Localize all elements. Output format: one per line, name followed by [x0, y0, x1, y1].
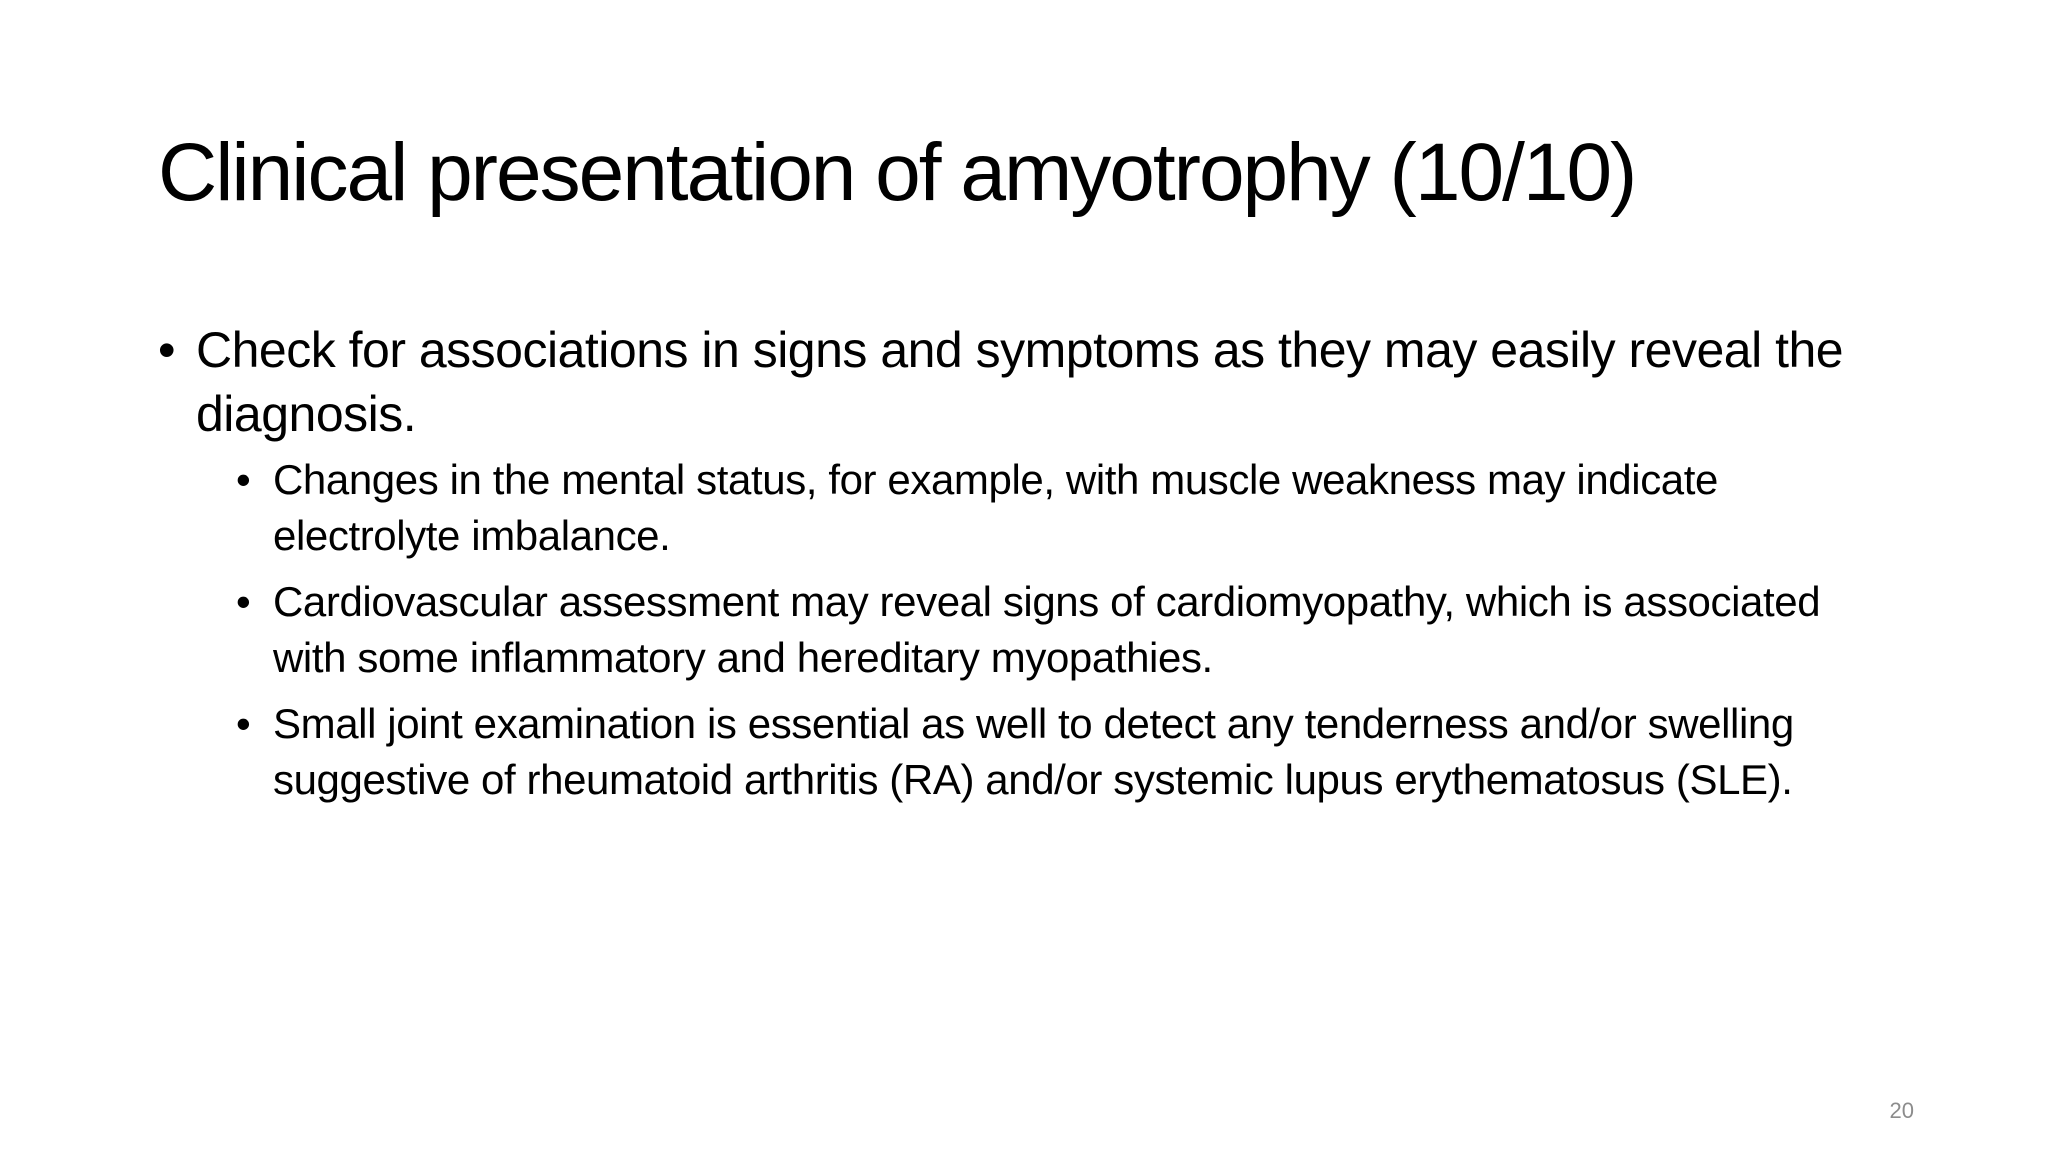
bullet-main-text: Check for associations in signs and symptoms as they may easily reveal the diagnosis.: [196, 322, 1844, 442]
sub-bullet-cardiovascular: [236, 574, 1898, 686]
slide-title: Clinical presentation of amyotrophy (10/10): [158, 127, 1636, 218]
bullet-dot-icon: •: [236, 700, 251, 747]
sub-bullet-small-joint: [236, 696, 1898, 808]
sub-bullet-list: [196, 452, 1898, 808]
bullet-dot-icon: •: [236, 456, 251, 503]
sub-bullet-text: Cardiovascular assessment may reveal signs of cardiomyopathy, which is associated with some inflammatory and hereditary myopathies.: [273, 578, 1821, 681]
sub-bullet-mental-status: [236, 452, 1898, 564]
slide-number: 20: [1889, 1098, 1914, 1123]
sub-bullet-text: Small joint examination is essential as well to detect any tenderness and/or swelling suggestive of rheumatoid arthritis (RA) and/or systemic lupus erythematosus (SLE).: [273, 700, 1794, 803]
bullet-main: [158, 318, 1898, 808]
bullet-dot-icon: •: [236, 578, 251, 625]
bullet-dot-icon: •: [158, 322, 176, 378]
slide-content: [158, 318, 1898, 818]
sub-bullet-text: Changes in the mental status, for example, with muscle weakness may indicate electrolyte imbalance.: [273, 456, 1718, 559]
